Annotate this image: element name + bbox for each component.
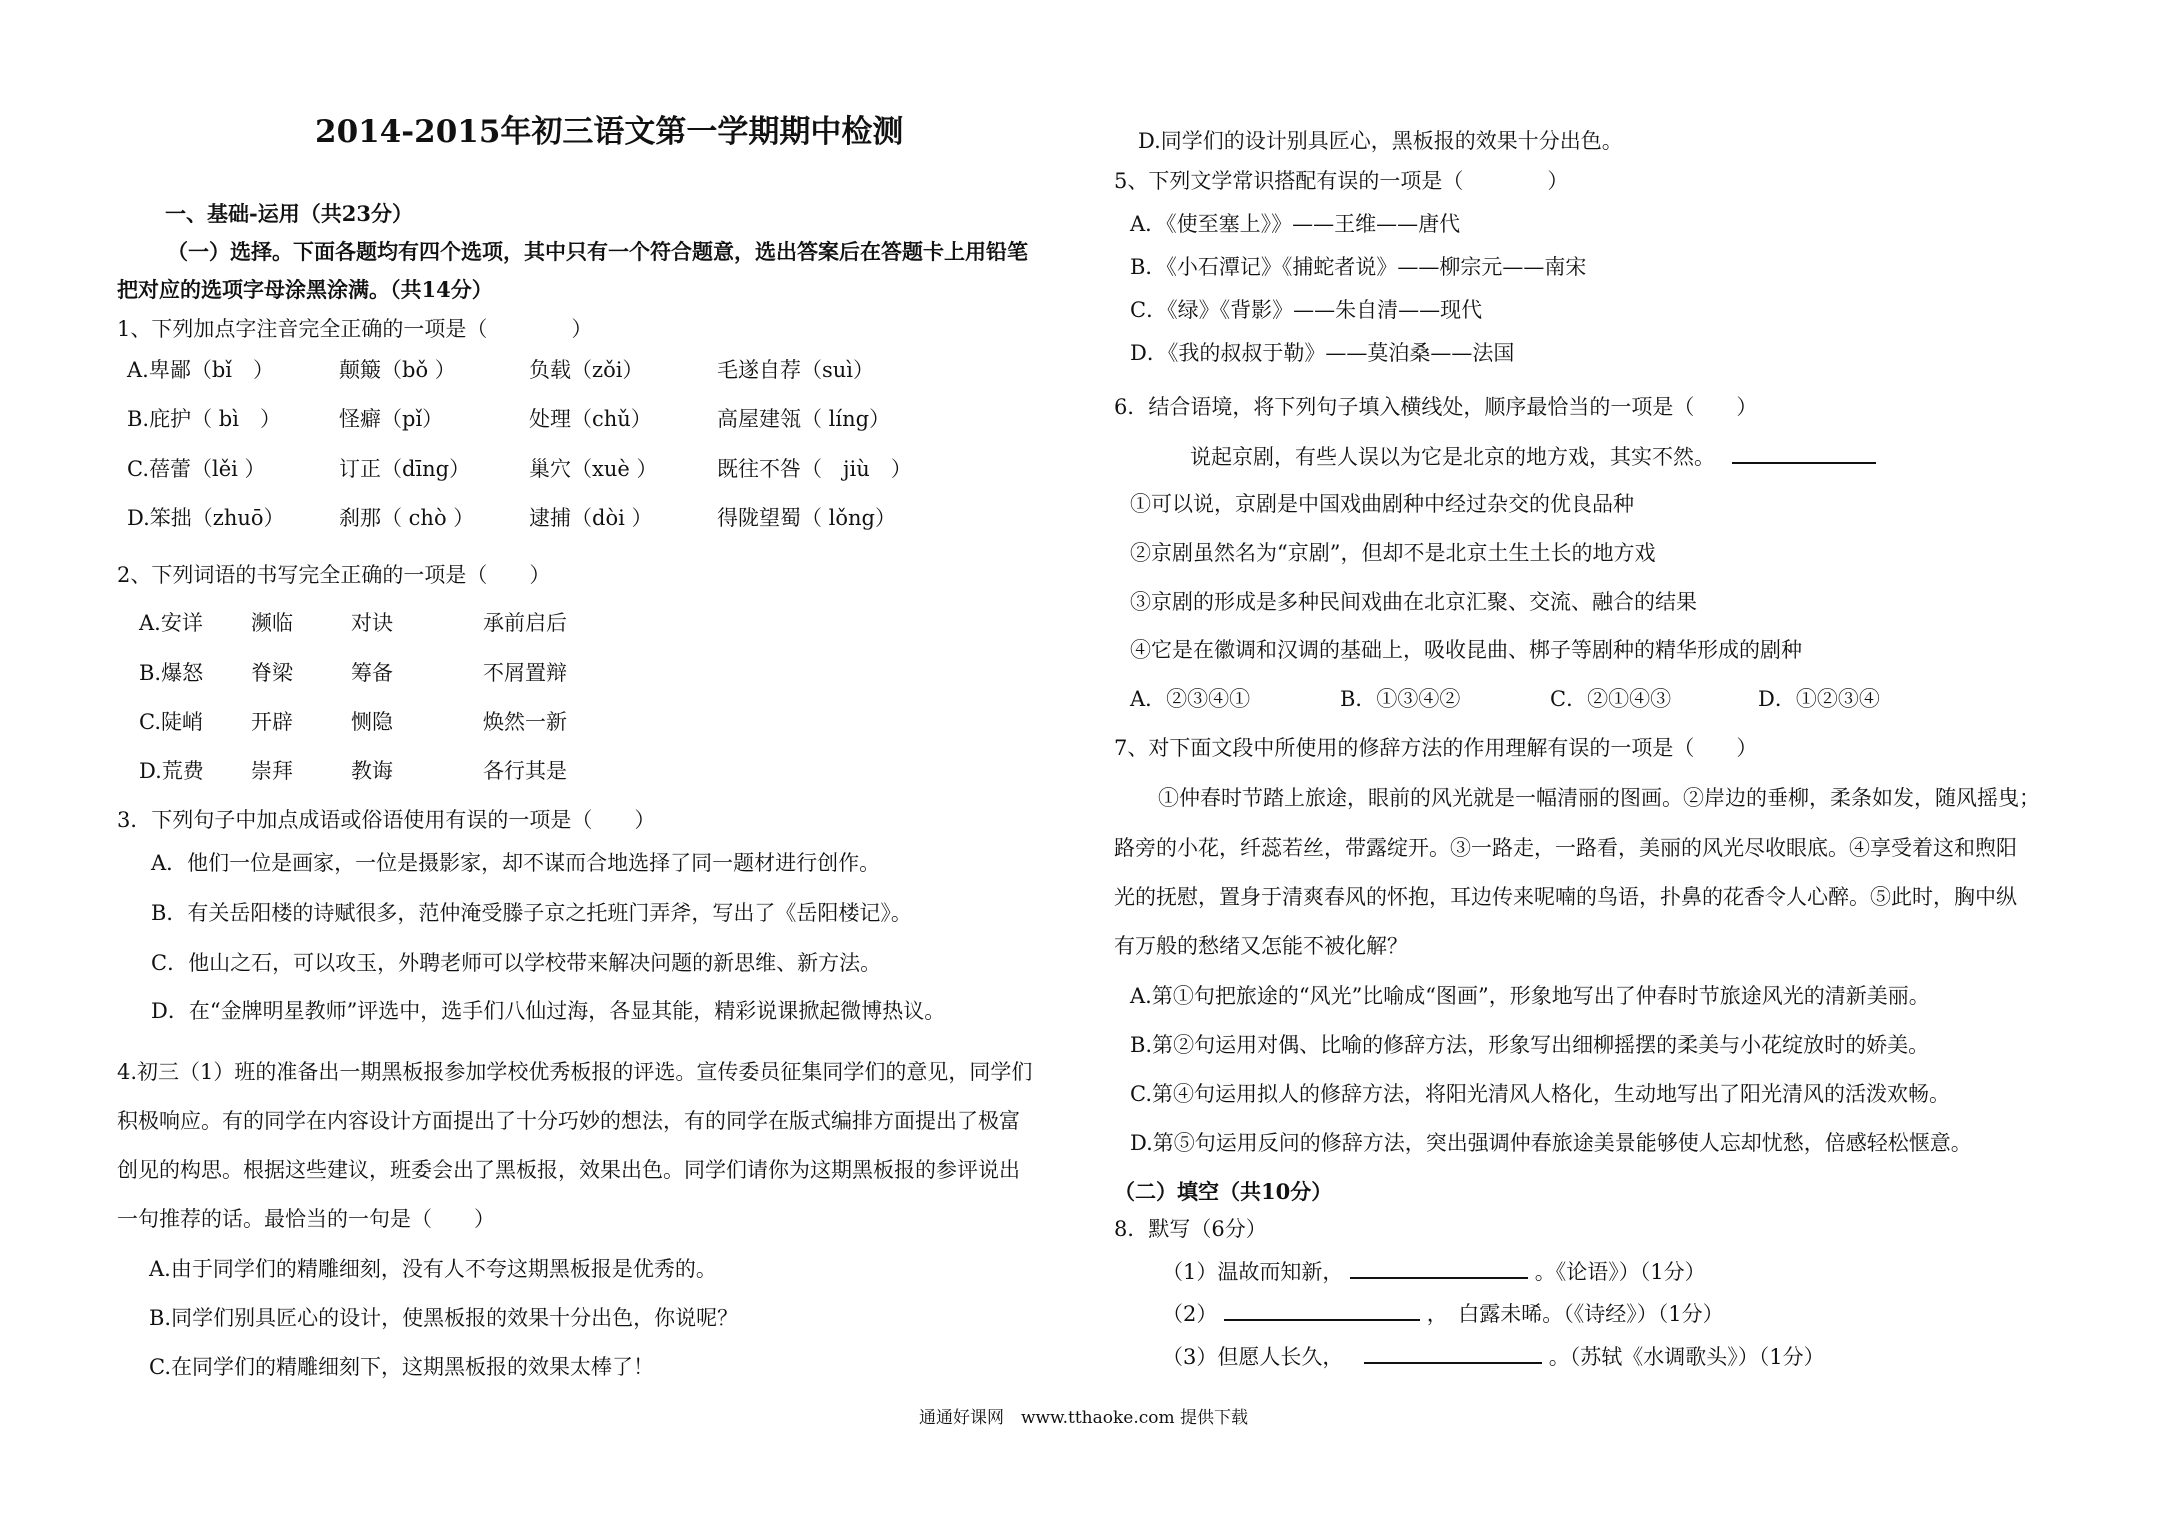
q6-sentence-4: ④它是在徽调和汉调的基础上，吸收昆曲、梆子等剧种的精华形成的剧种 [1130,638,1802,662]
q1-b-2: 怪癖（pǐ） [339,407,444,431]
q8-stem: 8．默写（6分） [1114,1217,1267,1241]
q1-b-1: B.庇护（ bì ） [127,407,281,431]
q6-choice-a: A．②③④① [1130,687,1251,711]
q2-c-3: 恻隐 [351,710,393,734]
instructions-line-2: 把对应的选项字母涂黑涂满。（共14分） [117,277,493,302]
q6-choice-b: B．①③④② [1340,687,1461,711]
q6-stem: 6．结合语境，将下列句子填入横线处，顺序最恰当的一项是（ ） [1114,395,1758,419]
q8-item-1 [1162,1255,1706,1287]
q4-option-c: C.在同学们的精雕细刻下，这期黑板报的效果太棒了！ [149,1355,654,1379]
q2-stem: 2、下列词语的书写完全正确的一项是（ ） [117,563,551,587]
q7-option-d: D.第⑤句运用反问的修辞方法，突出强调仲春旅途美景能够使人忘却忧愁，倍感轻松惬意。 [1130,1131,1972,1155]
q2-c-4: 焕然一新 [483,710,567,734]
q2-d-2: 崇拜 [251,759,293,783]
q6-choice-d: D．①②③④ [1758,687,1880,711]
q4-line-1: 4.初三（1）班的准备出一期黑板报参加学校优秀板报的评选。宣传委员征集同学们的意见，同学们 [117,1060,1033,1084]
q5-option-b: B．《小石潭记》《捕蛇者说》——柳宗元——南宋 [1130,255,1587,279]
page-title: 2014-2015年初三语文第一学期期中检测 [315,114,904,150]
q2-d-4: 各行其是 [483,759,567,783]
q1-c-2: 订正（dīng） [339,457,471,481]
q7-passage-1: ①仲春时节踏上旅途，眼前的风光就是一幅清丽的图画。②岸边的垂柳，柔条如发，随风摇曳； [1158,786,2040,810]
q1-b-4: 高屋建瓴（ líng） [717,407,891,431]
q6-context-text: 说起京剧，有些人误以为它是北京的地方戏，其实不然。 [1190,445,1715,469]
q4-option-d: D.同学们的设计别具匠心，黑板报的效果十分出色。 [1138,129,1623,153]
q8-item-1-before: （1）温故而知新， [1162,1260,1344,1284]
part2-heading: （二）填空（共10分） [1114,1179,1333,1204]
q8-item-3-after: 。（苏轼《水调歌头》）（1分） [1548,1345,1825,1369]
q8-item-1-blank[interactable] [1350,1255,1528,1279]
q1-b-3: 处理（chǔ） [529,407,652,431]
q7-passage-4: 有万般的愁绪又怎能不被化解？ [1114,934,1408,958]
q1-d-1: D.笨拙（zhuō） [127,506,285,530]
q4-line-3: 创见的构思。根据这些建议，班委会出了黑板报，效果出色。同学们请你为这期黑板报的参评说出 [117,1158,1020,1182]
q6-sentence-1: ①可以说，京剧是中国戏曲剧种中经过杂交的优良品种 [1130,492,1634,516]
q8-item-2-before: （2） [1162,1302,1218,1326]
q8-item-3-blank[interactable] [1364,1340,1542,1364]
page-footer: 通通好课网 www.tthaoke.com 提供下载 [918,1408,1249,1428]
q4-option-a: A.由于同学们的精雕细刻，没有人不夸这期黑板报是优秀的。 [149,1257,717,1281]
instructions-line-1: （一）选择。下面各题均有四个选项，其中只有一个符合题意，选出答案后在答题卡上用铅笔 [167,239,1028,264]
q8-item-2 [1162,1297,1724,1329]
q5-option-c: C．《绿》《背影》——朱自清——现代 [1130,298,1483,322]
q4-line-2: 积极响应。有的同学在内容设计方面提出了十分巧妙的想法，有的同学在版式编排方面提出了极富 [117,1109,1020,1133]
q1-c-1: C.蓓蕾（lěi ） [127,457,266,481]
q1-c-3: 巢穴（xuè ） [529,457,658,481]
q8-item-3 [1162,1340,1825,1372]
q3-option-b: B．有关岳阳楼的诗赋很多，范仲淹受滕子京之托班门弄斧，写出了《岳阳楼记》。 [151,901,912,925]
q3-stem: 3．下列句子中加点成语或俗语使用有误的一项是（ ） [117,808,656,832]
q5-option-d: D．《我的叔叔于勒》——莫泊桑——法国 [1130,341,1515,365]
q4-line-4: 一句推荐的话。最恰当的一句是（ ） [117,1207,495,1231]
q2-a-3: 对诀 [351,611,393,635]
q3-option-d: D．在“金牌明星教师”评选中，选手们八仙过海，各显其能，精彩说课掀起微博热议。 [151,999,946,1023]
q4-option-b: B.同学们别具匠心的设计，使黑板报的效果十分出色，你说呢？ [149,1306,739,1330]
q2-b-1: B.爆怒 [139,661,204,685]
q6-choice-c: C．②①④③ [1550,687,1672,711]
q1-a-3: 负载（zǒi） [529,358,644,382]
q1-d-2: 刹那（ chò ） [339,506,475,530]
section-heading: 一、基础-运用（共23分） [165,201,413,226]
q3-option-a: A．他们一位是画家，一位是摄影家，却不谋而合地选择了同一题材进行创作。 [151,851,881,875]
q2-d-1: D.荒费 [139,759,204,783]
q3-option-c: C．他山之石，可以攻玉，外聘老师可以学校带来解决问题的新思维、新方法。 [151,951,882,975]
q6-sentence-3: ③京剧的形成是多种民间戏曲在北京汇聚、交流、融合的结果 [1130,590,1697,614]
q1-a-1: A.卑鄙（bǐ ） [127,358,274,382]
q6-sentence-2: ②京剧虽然名为“京剧”，但却不是北京土生土长的地方戏 [1130,541,1656,565]
q1-d-3: 逮捕（dòi ） [529,506,653,530]
q5-stem: 5、下列文学常识搭配有误的一项是（ ） [1114,169,1569,193]
q1-d-4: 得陇望蜀（ lǒng） [717,506,897,530]
q1-c-4: 既往不咎（ jiù ） [717,457,912,481]
q7-stem: 7、对下面文段中所使用的修辞方法的作用理解有误的一项是（ ） [1114,736,1758,760]
q7-option-c: C.第④句运用拟人的修辞方法，将阳光清风人格化，生动地写出了阳光清风的活泼欢畅。 [1130,1082,1950,1106]
q7-passage-2: 路旁的小花，纤蕊若丝，带露绽开。③一路走，一路看，美丽的风光尽收眼底。④享受着这和煦阳 [1114,836,2017,860]
q8-item-2-after: ， 白露未晞。（《诗经》）（1分） [1426,1302,1724,1326]
q1-a-2: 颠簸（bǒ ） [339,358,456,382]
q2-b-4: 不屑置辩 [483,661,567,685]
q1-a-4: 毛遂自荐（suì） [717,358,875,382]
q2-a-2: 濒临 [251,611,293,635]
q8-item-1-after: 。《论语》）（1分） [1534,1260,1706,1284]
q7-option-b: B.第②句运用对偶、比喻的修辞方法，形象写出细柳摇摆的柔美与小花绽放时的娇美。 [1130,1033,1930,1057]
q2-c-1: C.陡峭 [139,710,203,734]
q6-answer-blank[interactable] [1732,440,1876,464]
q7-option-a: A.第①句把旅途的“风光”比喻成“图画”，形象地写出了仲春时节旅途风光的清新美丽。 [1130,984,1930,1008]
q8-item-3-before: （3）但愿人长久， [1162,1345,1344,1369]
q8-item-2-blank[interactable] [1224,1297,1420,1321]
q5-option-a: A．《使至塞上》》——王维——唐代 [1130,212,1461,236]
q2-a-4: 承前启后 [483,611,567,635]
q1-stem: 1、下列加点字注音完全正确的一项是（ ） [117,317,593,341]
q2-b-2: 脊梁 [251,661,293,685]
q7-passage-3: 光的抚慰，置身于清爽春风的怀抱，耳边传来呢喃的鸟语，扑鼻的花香令人心醉。⑤此时，胸中纵 [1114,885,2017,909]
q2-d-3: 教诲 [351,759,393,783]
q2-a-1: A.安详 [139,611,203,635]
q2-b-3: 筹备 [351,661,393,685]
q6-context [1190,440,1876,472]
q2-c-2: 开辟 [251,710,293,734]
